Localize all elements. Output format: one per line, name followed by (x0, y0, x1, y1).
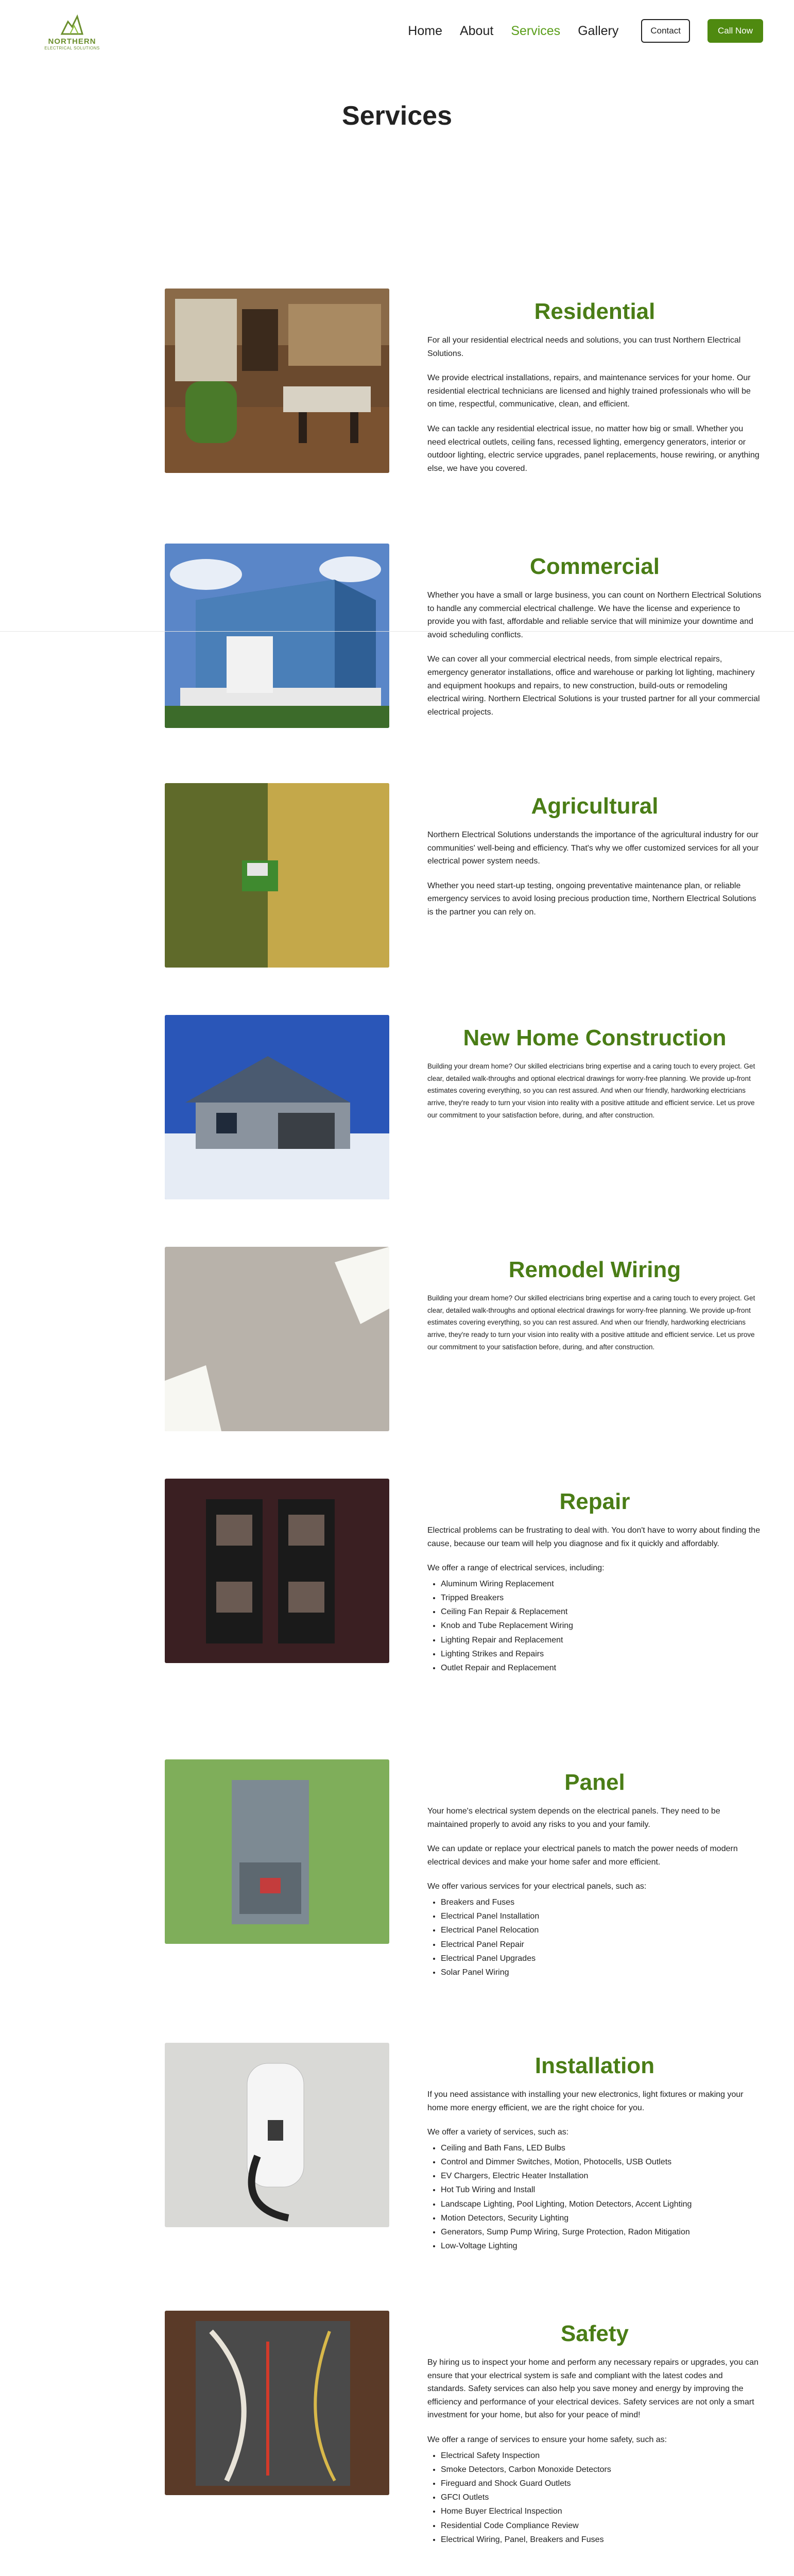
service-title: Installation (534, 2053, 655, 2078)
list-item: • Breakers and Fuses (441, 1895, 762, 1909)
service-list (441, 2141, 762, 2253)
logo-mark-icon (57, 11, 88, 36)
list-item: • Motion Detectors, Security Lighting (441, 2211, 762, 2225)
service-paragraph: By hiring us to inspect your home and perform any necessary repairs or upgrades, you can ensure that your electrical system is safe and compliant with the latest codes and standards. Safety services can also help you save money and energy by improving the efficiency and performance of your electrical devices. Safety services are not only a smart investment for your home, but also for your peace of mind! (427, 2358, 758, 2420)
service-image (165, 1759, 389, 1944)
service-paragraph: If you need assistance with installing your new electronics, light fixtures or making your home more energy efficient, we are the right choice for you. (427, 2090, 744, 2112)
nav-services[interactable]: Services (511, 23, 561, 38)
list-item: • Fireguard and Shock Guard Outlets (441, 2477, 762, 2490)
service-list (441, 2449, 762, 2547)
list-item: • Electrical Panel Relocation (441, 1923, 762, 1937)
service-image (165, 289, 389, 473)
service-list (441, 1577, 762, 1675)
list-item: • Low-Voltage Lighting (441, 2239, 762, 2253)
service-image (165, 2311, 389, 2495)
service-paragraph: Whether you have a small or large business, you can count on Northern Electrical Solutions to handle any commercial electrical challenge. We have the license and experience to provide you with fast, affordable and reliable service that will minimize your downtime and avoid scheduling conflicts. (427, 591, 762, 639)
service-title: Panel (564, 1770, 625, 1795)
service-text (427, 1025, 762, 1132)
logo-subtitle: ELECTRICAL SOLUTIONS (44, 46, 100, 50)
service-list-intro: We offer various services for your electrical panels, such as: (427, 1882, 647, 1891)
service-paragraph: Your home's electrical system depends on the electrical panels. They need to be maintained properly to avoid any risks to you and your family. (427, 1807, 720, 1829)
service-paragraph: We can cover all your commercial electrical needs, from simple electrical repairs, emergency generator installations, office and warehouse or parking lot lighting, machinery and equipment hookups and repairs, to new construction, build-outs or remodeling electrical wiring. Northern Electrical Solutions is your trusted partner for all your commercial electrical projects. (427, 655, 760, 717)
service-title: Agricultural (531, 793, 659, 819)
service-title: Safety (560, 2321, 629, 2346)
service-title: Residential (534, 299, 655, 324)
service-title: Commercial (530, 554, 660, 579)
service-title: Repair (559, 1489, 630, 1514)
service-text (427, 1770, 762, 1979)
list-item: • Ceiling Fan Repair & Replacement (441, 1605, 762, 1619)
list-item: • Lighting Strikes and Repairs (441, 1647, 762, 1661)
service-paragraph: Whether you need start-up testing, ongoing preventative maintenance plan, or reliable emergency services to avoid losing precious production time, Northern Electrical Solutions is the partner you can rely on. (427, 881, 756, 917)
service-image (165, 1015, 389, 1199)
logo-name: NORTHERN (48, 37, 96, 46)
service-paragraph: We can tackle any residential electrical issue, no matter how big or small. Whether you need electrical outlets, ceiling fans, recessed lighting, emergency generators, interior or outdoor lighting, electric service upgrades, panel replacements, house rewiring, or anything else, we have you covered. (427, 424, 760, 473)
service-paragraph: Northern Electrical Solutions understands the importance of the agricultural industry for our communities' well-being and efficiency. That's why we offer customized services for all your electrical power system needs. (427, 831, 759, 866)
service-title: Remodel Wiring (508, 1257, 681, 1282)
list-item: • Residential Code Compliance Review (441, 2519, 762, 2533)
list-item: • Outlet Repair and Replacement (441, 1661, 762, 1675)
service-paragraph: We provide electrical installations, repairs, and maintenance services for your home. Our residential electrical technicians are licensed and highly trained professionals who will be on time, respectful, communicative, clean, and efficient. (427, 374, 751, 409)
service-text (427, 793, 762, 930)
list-item: • Knob and Tube Replacement Wiring (441, 1619, 762, 1633)
service-text (427, 1257, 762, 1364)
service-image (165, 1479, 389, 1663)
list-item: • Ceiling and Bath Fans, LED Bulbs (441, 2141, 762, 2155)
list-item: • Electrical Safety Inspection (441, 2449, 762, 2463)
service-image (165, 544, 389, 728)
service-paragraph: Electrical problems can be frustrating to deal with. You don't have to worry about finding the cause, because our team will help you diagnose and fix it quickly and affordably. (427, 1526, 761, 1548)
service-list-intro: We offer a variety of services, such as: (427, 2128, 569, 2137)
service-list (441, 1895, 762, 1979)
service-list-intro: We offer a range of electrical services, including: (427, 1564, 605, 1573)
nav-about[interactable]: About (459, 23, 494, 38)
service-text (427, 299, 762, 486)
service-image (165, 1247, 389, 1431)
service-paragraph: We can update or replace your electrical panels to match the power needs of modern electrical devices and make your home safer and more efficient. (427, 1844, 738, 1867)
service-paragraph: Building your dream home? Our skilled electricians bring expertise and a caring touch to every project. Get clear, detailed walk-throughs and optional electrical drawings for worry-free planning. We provide up-front estimates covering everything, so you can rest assured. And when our friendly, hardworking electricians arrive, they're ready to turn your vision into reality with a positive attitude and efficient service. Let us prove our commitment to your satisfaction before, during, and after construction. (427, 1062, 755, 1119)
contact-button[interactable]: Contact (641, 19, 690, 43)
list-item: • Solar Panel Wiring (441, 1965, 762, 1979)
list-item: • Electrical Panel Upgrades (441, 1952, 762, 1965)
service-paragraph: For all your residential electrical needs and solutions, you can trust Northern Electrical Solutions. (427, 336, 741, 358)
logo[interactable] (39, 5, 106, 57)
service-image (165, 2043, 389, 2227)
section-divider (0, 631, 794, 632)
list-item: • Electrical Panel Repair (441, 1938, 762, 1952)
list-item: • Home Buyer Electrical Inspection (441, 2504, 762, 2518)
list-item: • Generators, Sump Pump Wiring, Surge Protection, Radon Mitigation (441, 2225, 762, 2239)
call-now-button[interactable]: Call Now (707, 19, 763, 43)
service-text (427, 554, 762, 730)
service-text (427, 1489, 762, 1675)
list-item: • Landscape Lighting, Pool Lighting, Motion Detectors, Accent Lighting (441, 2197, 762, 2211)
nav-home[interactable]: Home (408, 23, 442, 38)
list-item: • Electrical Wiring, Panel, Breakers and Fuses (441, 2533, 762, 2547)
service-title: New Home Construction (463, 1025, 727, 1050)
list-item: • Smoke Detectors, Carbon Monoxide Detectors (441, 2463, 762, 2477)
list-item: • Control and Dimmer Switches, Motion, Photocells, USB Outlets (441, 2155, 762, 2169)
page-title: Services (342, 101, 452, 131)
list-item: • Electrical Panel Installation (441, 1909, 762, 1923)
site-header (0, 0, 794, 62)
list-item: • GFCI Outlets (441, 2490, 762, 2504)
service-text (427, 2053, 762, 2253)
service-list-intro: We offer a range of services to ensure your home safety, such as: (427, 2435, 667, 2444)
list-item: • Lighting Repair and Replacement (441, 1633, 762, 1647)
list-item: • Tripped Breakers (441, 1591, 762, 1605)
main-nav (408, 19, 763, 43)
list-item: • Hot Tub Wiring and Install (441, 2183, 762, 2197)
service-text (427, 2321, 762, 2547)
list-item: • EV Chargers, Electric Heater Installation (441, 2169, 762, 2183)
service-image (165, 783, 389, 968)
list-item: • Aluminum Wiring Replacement (441, 1577, 762, 1591)
nav-gallery[interactable]: Gallery (578, 23, 619, 38)
service-paragraph: Building your dream home? Our skilled electricians bring expertise and a caring touch to every project. Get clear, detailed walk-throughs and optional electrical drawings for worry-free planning. We provide up-front estimates covering everything, so you can rest assured. And when our friendly, hardworking electricians arrive, they're ready to turn your vision into reality with a positive attitude and efficient service. Let us prove our commitment to your satisfaction before, during, and after construction. (427, 1294, 755, 1351)
